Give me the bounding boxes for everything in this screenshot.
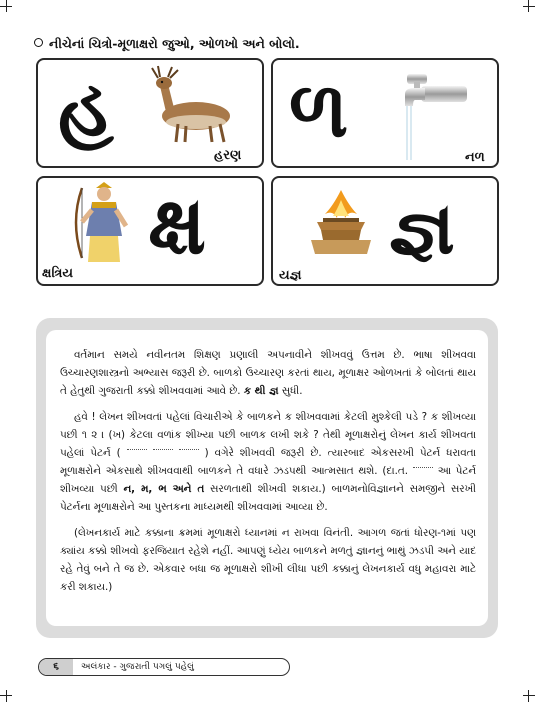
card-letter: ળ <box>289 65 349 154</box>
tap-picture <box>381 64 471 164</box>
letter-card-lla <box>271 58 499 168</box>
paragraph-intro <box>60 346 476 400</box>
paragraph-bold-text: ક થી જ્ઞ <box>243 385 279 397</box>
letter-card-ha <box>36 58 264 168</box>
paragraph-text: સુધી. <box>281 385 303 397</box>
page-number: ૬ <box>39 659 73 675</box>
paragraph-text: (લેખનકાર્ય માટે કક્કાના ક્રમમાં મૂળાક્ષરો ધ્યાનમાં ન રાખવા વિનંતી. આગળ જતાં ધોરણ-૧માં પણ ક્યાંય કક્કો શીખવો ફરજિયાત રહેશે નહીં. આપણું ધ્યેય બાળકને મળતું જ્ઞાનનું ભાથું ઝડપી અને યાદ રહે તેવું બને તે જ છે. એકવાર બધા જ મૂળાક્ષરો શીખી લીધા પછી કક્કાનું લેખનકાર્ય વધુ મહાવરા માટે કરી શકાય.) <box>60 527 476 593</box>
card-letter: જ્ઞ <box>389 186 455 270</box>
card-letter: હ <box>58 64 114 154</box>
crop-mark <box>6 690 7 702</box>
deer-picture <box>138 64 248 146</box>
card-word: નળ <box>465 150 485 165</box>
paragraph-note <box>60 524 476 596</box>
paragraph-text: હવે ! લેખન શીખવતાં પહેલાં વિચારીએ કે બાળકને ક શીખવવામાં કેટલી મુશ્કેલી પડે ? ક શીખવ્યા પછી ૧ ૨ । (ખ) કેટલા વળાંક શીખ્યા પછી બાળક લખી શકે ? તેથી મૂળાક્ષરોનું લેખન કાર્ય શીખવતા પહેલાં પેટર્ન ( <box>60 411 476 459</box>
pattern-example-icon <box>413 467 433 476</box>
text-panel <box>36 318 498 638</box>
card-word: હરણ <box>214 148 242 163</box>
crop-mark <box>528 690 529 702</box>
footer-title: અલંકાર - ગુજરાતી પગલું પહેલું <box>81 662 194 672</box>
bullet-circle-icon <box>34 38 43 47</box>
card-letter: ક્ષ <box>148 179 207 272</box>
instruction-heading <box>34 36 474 52</box>
crop-mark <box>523 695 535 696</box>
pattern-arc-icon <box>179 449 199 458</box>
crop-mark <box>0 6 12 7</box>
pattern-slope-icon <box>153 449 173 458</box>
paragraph-bold-text: ન, મ, ભ અને ત <box>123 483 205 495</box>
paragraph-text: સરળતાથી શીખવી શકાય.) બાળમનોવિજ્ઞાનને સમજીને સરખી પેટર્નના મૂળાક્ષરોને આ પુસ્તકના માધ્યમથી શીખવવામાં આવ્યા છે. <box>60 483 476 513</box>
page-footer <box>38 658 290 676</box>
letter-card-ksha <box>36 176 264 286</box>
letter-card-gna <box>271 176 499 286</box>
paragraph-text: ) વગેરે શીખવવી જરૂરી છે. ત્યારબાદ એકસરખી પેટર્ન ધરાવતા મૂળાક્ષરોને એકસાથે શીખવવાથી બાળકને તે વધારે ઝડપથી આત્મસાત થશે. (દા.ત. <box>60 447 476 477</box>
fire-altar-picture <box>303 184 379 260</box>
card-word: ક્ષત્રિય <box>42 266 74 281</box>
pattern-curve-icon <box>127 449 147 458</box>
text-panel-inner <box>46 330 488 626</box>
instruction-text: નીચેનાં ચિત્રો-મૂળાક્ષરો જુઓ, ઓળખો અને બોલો. <box>49 36 300 51</box>
card-word: યજ્ઞ <box>279 268 302 283</box>
paragraph-text: આ પેટર્ન શીખવ્યા પછી <box>60 465 477 495</box>
crop-mark <box>0 695 12 696</box>
crop-mark <box>523 6 535 7</box>
paragraph-text: વર્તમાન સમયે નવીનતમ શિક્ષણ પ્રણાલી અપનાવીને શીખવવું ઉત્તમ છે. ભાષા શીખવવા ઉચ્ચારણશાસ્ત્રનો અભ્યાસ જરૂરી છે. બાળકો ઉચ્ચારણ કરતાં થાય, મૂળાક્ષર ઓળખતાં કે બોલતાં થાય તે હેતુથી ગુજરાતી કક્કો શીખવવામાં આવે છે. <box>60 349 476 397</box>
paragraph-patterns <box>60 408 476 516</box>
warrior-picture <box>68 182 138 264</box>
